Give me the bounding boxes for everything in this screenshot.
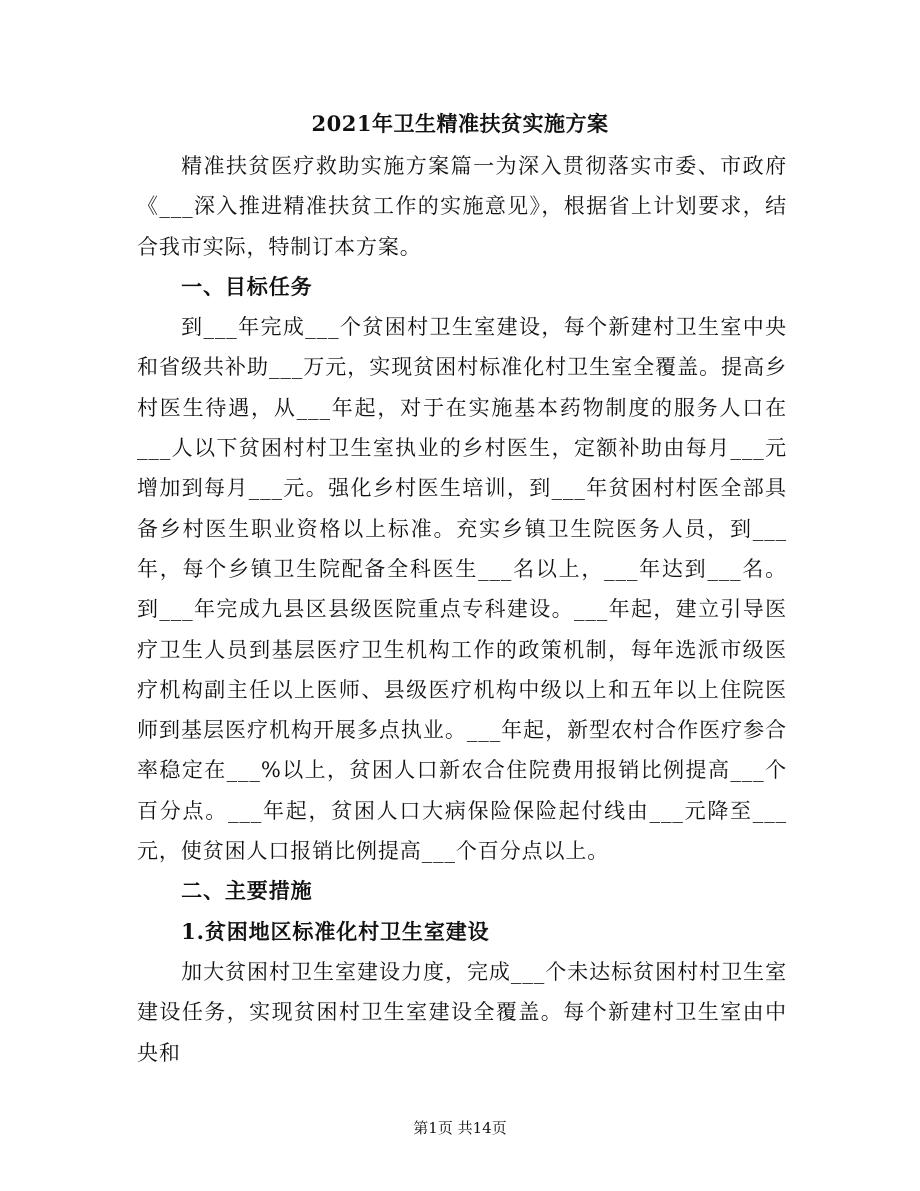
- document-body: [137, 146, 787, 1073]
- page-number-footer: 第1页 共14页: [413, 1119, 507, 1137]
- intro-paragraph: 精准扶贫医疗救助实施方案篇一为深入贯彻落实市委、市政府《___深入推进精准扶贫工作的实施意见》，根据省上计划要求，结合我市实际，特制订本方案。: [137, 154, 787, 259]
- goals-paragraph: 到___年完成___个贫困村卫生室建设，每个新建村卫生室中央和省级共补助___万元，实现贫困村标准化村卫生室全覆盖。提高乡村医生待遇，从___年起，对于在实施基本药物制度的服务人口在___人以下贫困村村卫生室执业的乡村医生，定额补助由每月___元增加到每月___元。强化乡村医生培训，到___年贫困村村医全部具备乡村医生职业资格以上标准。充实乡镇卫生院医务人员，到___年，每个乡镇卫生院配备全科医生___名以上，___年达到___名。到___年完成九县区县级医院重点专科建设。___年起，建立引导医疗卫生人员到基层医疗卫生机构工作的政策机制，每年选派市级医疗机构副主任以上医师、县级医疗机构中级以上和五年以上住院医师到基层医疗机构开展多点执业。___年起，新型农村合作医疗参合率稳定在___%以上，贫困人口新农合住院费用报销比例提高___个百分点。___年起，贫困人口大病保险保险起付线由___元降至___元，使贫困人口报销比例提高___个百分点以上。: [137, 315, 787, 864]
- section-heading-goals: 一、目标任务: [181, 273, 313, 299]
- clinic-construction-paragraph: 加大贫困村卫生室建设力度，完成___个未达标贫困村村卫生室建设任务，实现贫困村卫生室建设全覆盖。每个新建村卫生室由中央和: [137, 959, 787, 1065]
- subsection-heading-clinic-construction: 1.贫困地区标准化村卫生室建设: [181, 918, 490, 944]
- document-title: 2021年卫生精准扶贫实施方案: [311, 111, 609, 136]
- section-heading-measures: 二、主要措施: [181, 878, 313, 904]
